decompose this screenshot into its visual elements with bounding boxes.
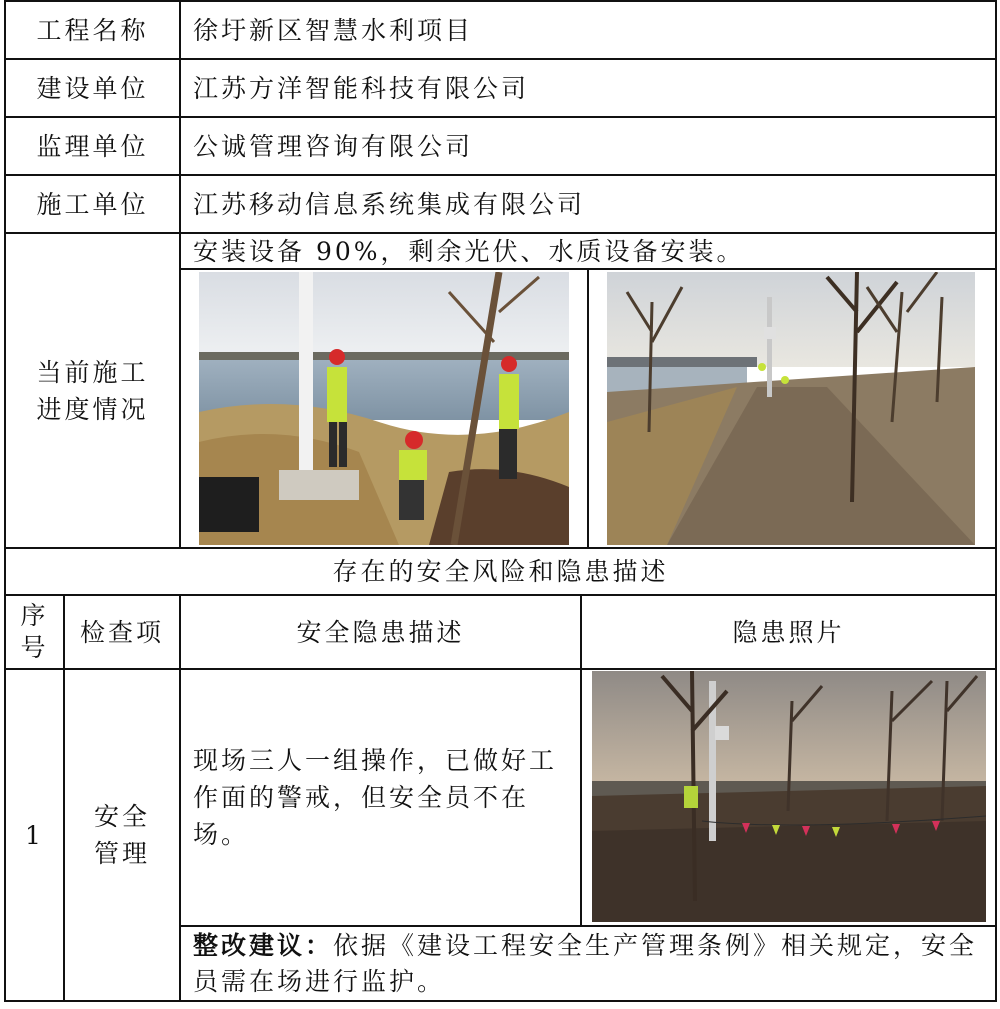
rectification-suggestion [181, 927, 995, 1000]
workers-installing-pole-photo [199, 272, 569, 545]
col-header-item: 检查项 [79, 617, 164, 647]
hazard-photo [592, 671, 986, 922]
column-divider [587, 268, 589, 548]
progress-label: 当前施工 进度情况 [36, 357, 149, 424]
supervisor-label: 监理单位 [36, 131, 149, 161]
col-header-no: 序 号 [20, 601, 49, 662]
project-name-value: 徐圩新区智慧水利项目 [193, 15, 474, 45]
roadside-poles-photo [607, 272, 975, 545]
suggestion-text: 依据《建设工程安全生产管理条例》相关规定，安全 员需在场进行监护。 [193, 930, 978, 996]
builder-value: 江苏方洋智能科技有限公司 [193, 73, 530, 103]
table-border-bottom [4, 1000, 997, 1002]
table-border-right [995, 0, 997, 1002]
row-check-item: 安全 管理 [93, 802, 150, 868]
project-name-label: 工程名称 [36, 15, 149, 45]
contractor-value: 江苏移动信息系统集成有限公司 [193, 189, 586, 219]
suggestion-text-block [193, 928, 977, 1000]
col-header-photo: 隐患照片 [732, 617, 845, 647]
row-description: 现场三人一组操作，已做好工 作面的警戒，但安全员不在场。 [193, 746, 558, 849]
suggestion-label: 整改建议： [193, 930, 334, 960]
supervisor-value: 公诚管理咨询有限公司 [193, 131, 474, 161]
row-number: 1 [25, 820, 44, 850]
risk-section-title: 存在的安全风险和隐患描述 [332, 557, 669, 586]
progress-text: 安装设备 90%，剩余光伏、水质设备安装。 [193, 236, 745, 266]
col-header-desc: 安全隐患描述 [296, 617, 465, 647]
builder-label: 建设单位 [36, 73, 149, 103]
contractor-label: 施工单位 [36, 189, 149, 219]
